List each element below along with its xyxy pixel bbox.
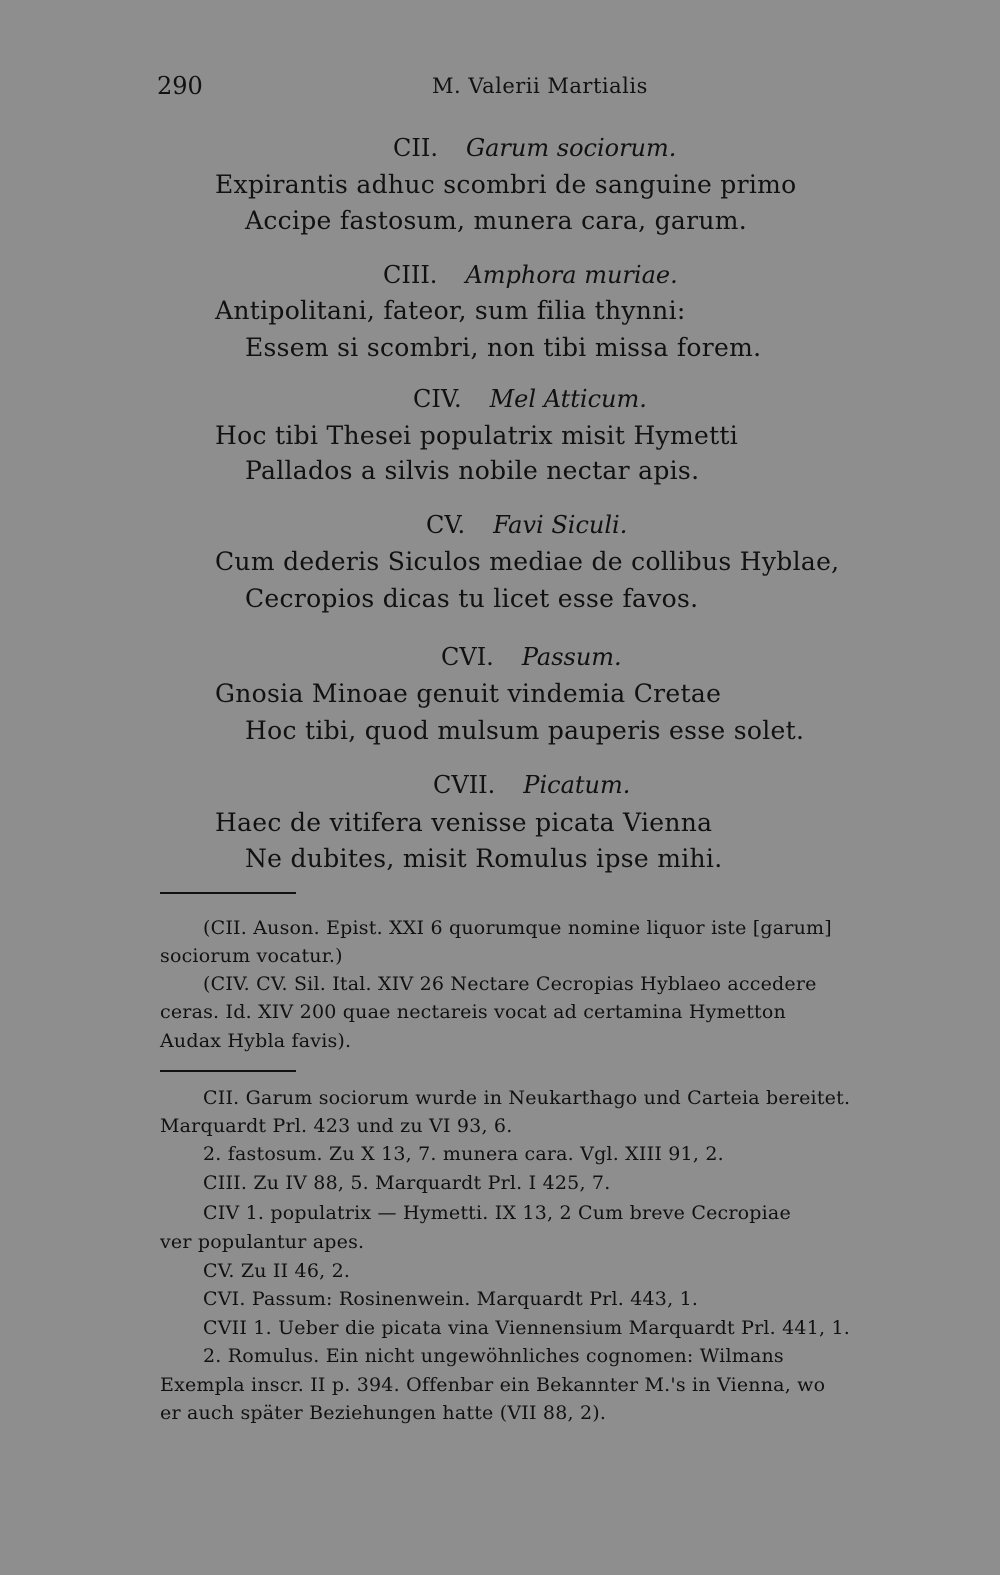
poem-heading <box>433 771 630 799</box>
commentary-line: CVII 1. Ueber die picata vina Viennensium Marquardt Prl. 441, 1. <box>203 1317 850 1339</box>
verse-line: Cum dederis Siculos mediae de collibus Hyblae, <box>215 547 840 576</box>
poem-title: Garum sociorum. <box>465 134 677 162</box>
poem-heading <box>383 261 678 289</box>
footnote-line: (CIV. CV. Sil. Ital. XIV 26 Nectare Cecropias Hyblaeo accedere <box>203 973 817 995</box>
poem-heading <box>441 643 622 671</box>
poem-heading <box>426 511 627 539</box>
commentary-line: Exempla inscr. II p. 394. Offenbar ein Bekannter M.'s in Vienna, wo <box>160 1374 826 1396</box>
poem-number: CII. <box>393 134 438 162</box>
verse-line: Ne dubites, misit Romulus ipse mihi. <box>245 844 723 873</box>
poem-number: CIV. <box>413 385 462 413</box>
poem-title: Favi Siculi. <box>493 511 628 539</box>
commentary-line: CV. Zu II 46, 2. <box>203 1260 351 1282</box>
commentary-line: CVI. Passum: Rosinenwein. Marquardt Prl. 443, 1. <box>203 1288 699 1310</box>
verse-line: Essem si scombri, non tibi missa forem. <box>245 333 762 362</box>
verse-line: Expirantis adhuc scombri de sanguine primo <box>215 170 797 199</box>
verse-line: Accipe fastosum, munera cara, garum. <box>245 206 747 235</box>
page-number: 290 <box>157 72 203 100</box>
running-title: M. Valerii Martialis <box>432 74 648 98</box>
footnote-line: ceras. Id. XIV 200 quae nectareis vocat ad certamina Hymetton <box>160 1001 786 1023</box>
commentary-line: ver populantur apes. <box>160 1231 365 1253</box>
commentary-line: CIII. Zu IV 88, 5. Marquardt Prl. I 425, 7. <box>203 1172 611 1194</box>
commentary-line: CIV 1. populatrix — Hymetti. IX 13, 2 Cum breve Cecropiae <box>203 1202 791 1224</box>
footnote-divider <box>160 892 296 894</box>
verse-line: Haec de vitifera venisse picata Vienna <box>215 808 713 837</box>
commentary-line: Marquardt Prl. 423 und zu VI 93, 6. <box>160 1115 513 1137</box>
commentary-line: er auch später Beziehungen hatte (VII 88, 2). <box>160 1402 607 1424</box>
verse-line: Hoc tibi, quod mulsum pauperis esse solet. <box>245 716 805 745</box>
commentary-line: 2. Romulus. Ein nicht ungewöhnliches cognomen: Wilmans <box>203 1345 784 1367</box>
poem-title: Mel Atticum. <box>489 385 647 413</box>
verse-line: Gnosia Minoae genuit vindemia Cretae <box>215 679 722 708</box>
poem-title: Picatum. <box>523 771 631 799</box>
verse-line: Hoc tibi Thesei populatrix misit Hymetti <box>215 421 739 450</box>
poem-number: CVII. <box>433 771 496 799</box>
footnote-line: (CII. Auson. Epist. XXI 6 quorumque nomine liquor iste [garum] <box>203 917 832 939</box>
poem-number: CIII. <box>383 261 438 289</box>
poem-title: Amphora muriae. <box>465 261 678 289</box>
poem-heading <box>393 134 676 162</box>
poem-number: CV. <box>426 511 466 539</box>
commentary-divider <box>160 1070 296 1072</box>
poem-number: CVI. <box>441 643 494 671</box>
footnote-line: sociorum vocatur.) <box>160 945 343 967</box>
poem-heading <box>413 385 647 413</box>
verse-line: Cecropios dicas tu licet esse favos. <box>245 584 699 613</box>
verse-line: Antipolitani, fateor, sum filia thynni: <box>215 296 686 325</box>
verse-line: Pallados a silvis nobile nectar apis. <box>245 456 700 485</box>
poem-title: Passum. <box>521 643 622 671</box>
commentary-line: CII. Garum sociorum wurde in Neukarthago und Carteia bereitet. <box>203 1087 851 1109</box>
footnote-line: Audax Hybla favis). <box>160 1030 352 1052</box>
commentary-line: 2. fastosum. Zu X 13, 7. munera cara. Vgl. XIII 91, 2. <box>203 1143 724 1165</box>
